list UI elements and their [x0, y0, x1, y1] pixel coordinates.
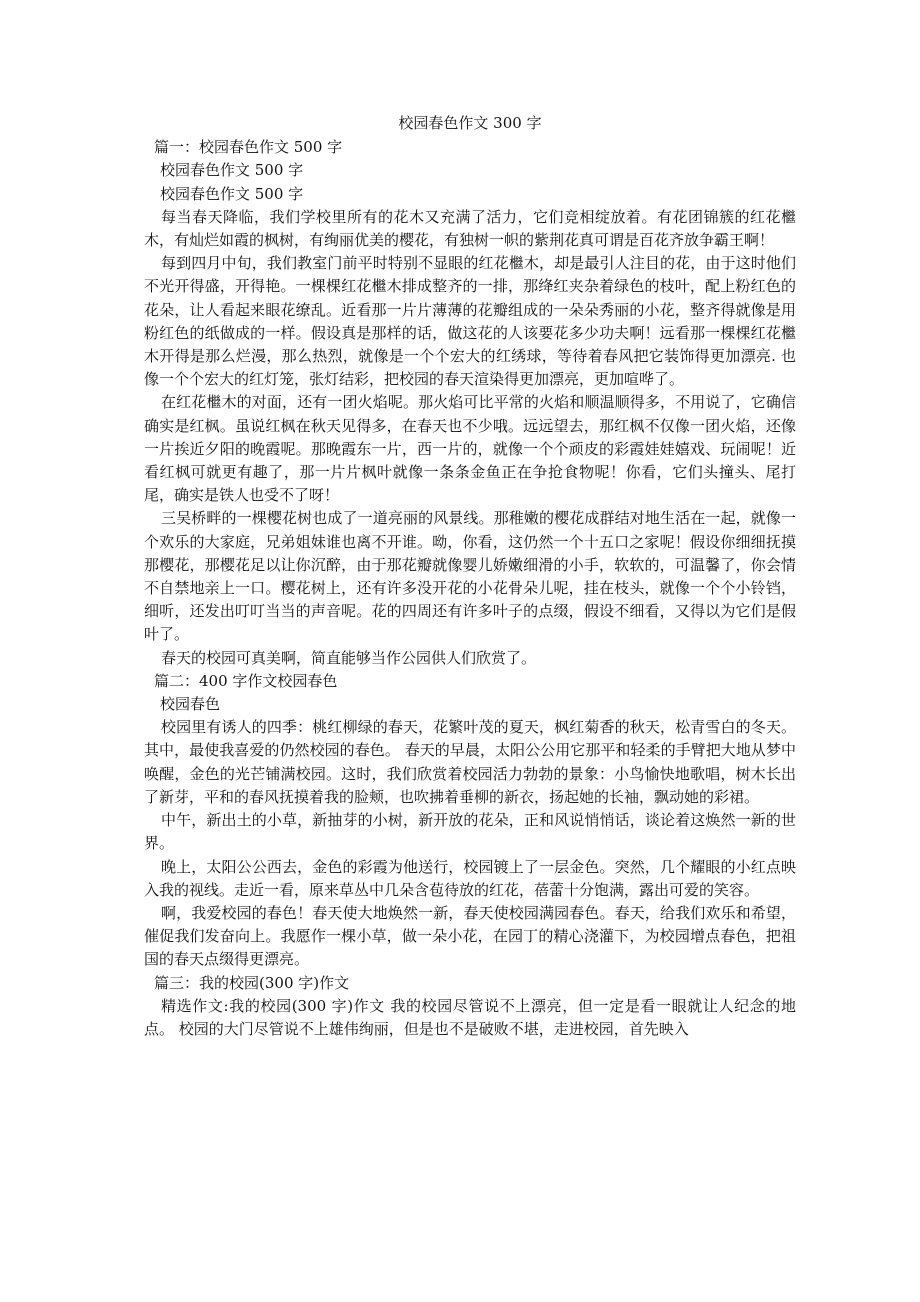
section1-subtitle-1: 校园春色作文 500 字	[160, 161, 304, 180]
section1-paragraph-4: 三吴桥畔的一棵樱花树也成了一道亮丽的风景线。那稚嫩的樱花成群结对地生活在一起，就像一个欢乐的大家庭，兄弟姐妹谁也离不开谁。呦，你看，这仍然一个十五口之家呢！假设你细细抚摸那樱花，那樱花足以让你沉醉，由于那花瓣就像婴儿娇嫩细滑的小手，软软的，可温馨了，你会情不自禁地亲上一口。樱花树上，还有许多没开花的小花骨朵儿呢，挂在枝头，就像一个个小铃铛，细听，还发出叮叮当当的声音呢。花的四周还有许多叶子的点缀，假设不细看，又得以为它们是假叶了。	[144, 509, 796, 644]
section2-paragraph-2: 中午，新出土的小草，新抽芽的小树，新开放的花朵，正和风说悄悄话，谈论着这焕然一新的世界。	[144, 811, 796, 853]
section1-paragraph-2: 每到四月中旬，我们教室门前平时特别不显眼的红花檵木，却是最引人注目的花，由于这时他们不光开得盛，开得艳。一棵棵红花檵木排成整齐的一排，那绛红夹杂着绿色的枝叶，配上粉红色的花朵，让人看起来眼花缭乱。近看那一片片薄薄的花瓣组成的一朵朵秀丽的小花，整齐得就像是用粉红色的纸做成的一样。假设真是那样的话，做这花的人该要花多少功夫啊！远看那一棵棵红花檵木开得是那么烂漫，那么热烈，就像是一个个宏大的红绣球，等待着春风把它装饰得更加漂亮. 也像一个个宏大的红灯笼，张灯结彩，把校园的春天渲染得更加漂亮，更加喧哗了。	[144, 254, 796, 389]
document-title: 校园春色作文 300 字	[398, 114, 542, 132]
section3-paragraph-1: 精选作文:我的校园(300 字)作文 我的校园尽管说不上漂亮，但一定是看一眼就让人纪念的地点。 校园的大门尽管说不上雄伟绚丽，但是也不是破败不堪，走进校园，首先映入	[144, 996, 796, 1038]
section1-paragraph-3: 在红花檵木的对面，还有一团火焰呢。那火焰可比平常的火焰和顺温顺得多，不用说了，它确信确实是红枫。虽说红枫在秋天见得多，在春天也不少哦。远远望去，那红枫不仅像一团火焰，还像一片挨近夕阳的晚霞呢。那晚霞东一片，西一片的，就像一个个顽皮的彩霞娃娃嬉戏、玩闹呢！近看红枫可就更有趣了，那一片片枫叶就像一条条金鱼正在争抢食物呢！你看，它们头撞头、尾打尾，确实是铁人也受不了呀！	[144, 393, 796, 505]
section2-heading: 篇二：400 字作文校园春色	[154, 671, 338, 690]
section1-paragraph-5: 春天的校园可真美啊，简直能够当作公园供人们欣赏了。	[161, 648, 537, 667]
section3-heading: 篇三：我的校园(300 字)作文	[154, 973, 350, 992]
section2-paragraph-1: 校园里有诱人的四季：桃红柳绿的春天，花繁叶茂的夏天，枫红菊香的秋天，松青雪白的冬天。其中，最使我喜爱的仍然校园的春色。 春天的早晨，太阳公公用它那平和轻柔的手臂把大地从梦中唤醒，金色的光芒铺满校园。这时，我们欣赏着校园活力勃勃的景象：小鸟愉快地歌唱，树木长出了新芽，平和的春风抚摸着我的脸颊，也吹拂着垂柳的新衣，扬起她的长袖，飘动她的彩裙。	[144, 718, 796, 806]
document-page	[144, 112, 796, 1041]
section2-subtitle: 校园春色	[160, 695, 221, 714]
section2-paragraph-3: 晚上，太阳公公西去，金色的彩霞为他送行，校园镀上了一层金色。突然，几个耀眼的小红点映入我的视线。走近一看，原来草丛中几朵含苞待放的红花，蓓蕾十分饱满，露出可爱的笑容。	[144, 857, 796, 899]
section2-paragraph-4: 啊，我爱校园的春色！春天使大地焕然一新，春天使校园满园春色。春天，给我们欢乐和希望，催促我们发奋向上。我愿作一棵小草，做一朵小花，在园丁的精心浇灌下，为校园增点春色，把祖国的春天点缀得更漂亮。	[144, 903, 796, 969]
section1-heading: 篇一：校园春色作文 500 字	[154, 138, 343, 157]
section1-paragraph-1: 每当春天降临，我们学校里所有的花木又充满了活力，它们竞相绽放着。有花团锦簇的红花檵木，有灿烂如霞的枫树，有绚丽优美的樱花，有独树一帜的紫荆花真可谓是百花齐放争霸王啊！	[144, 207, 796, 250]
section1-subtitle-2: 校园春色作文 500 字	[160, 184, 304, 203]
